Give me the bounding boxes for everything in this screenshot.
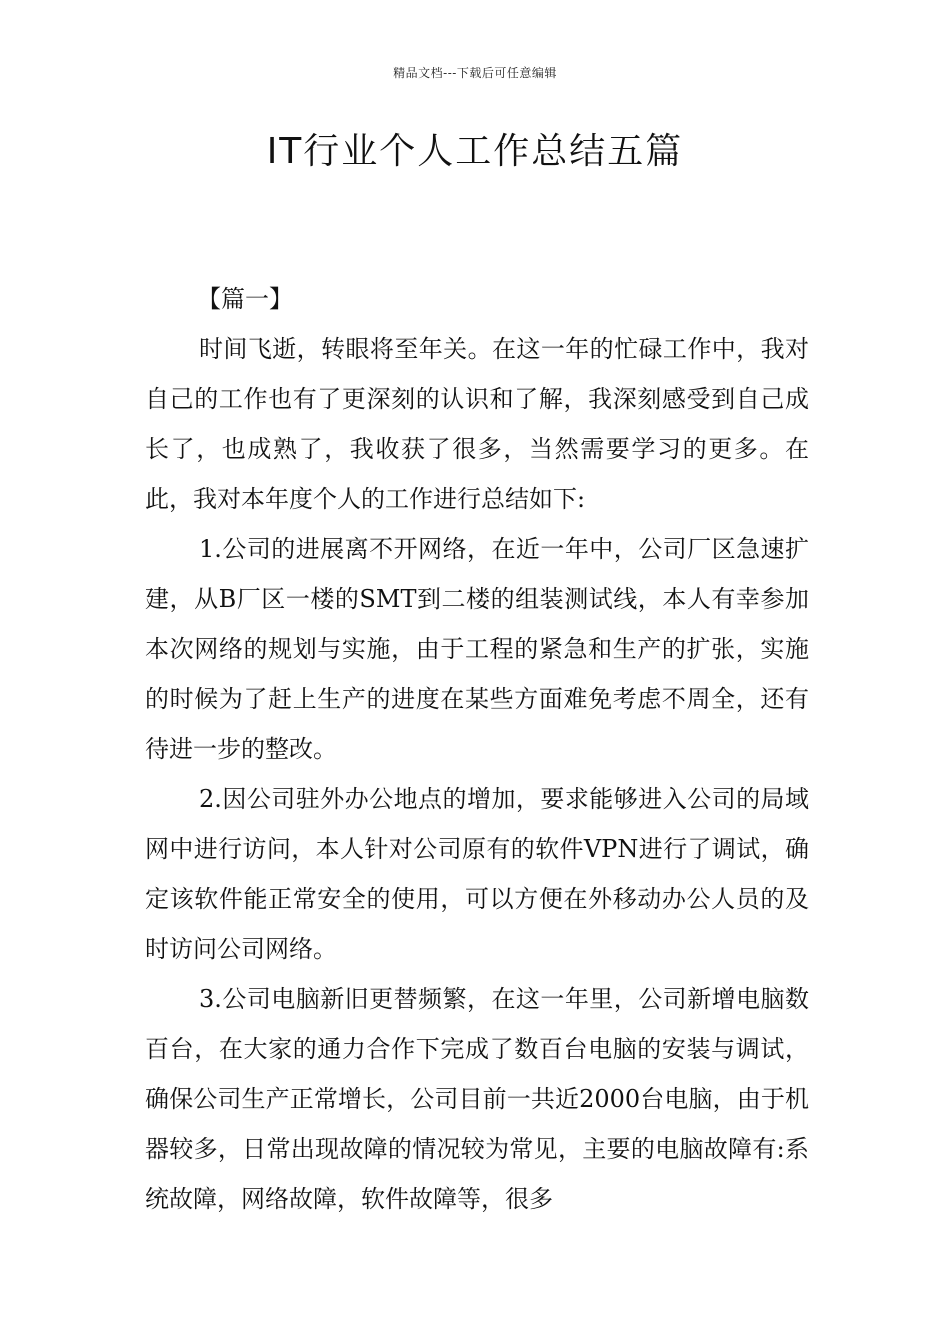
paragraph-item-2: 2.因公司驻外办公地点的增加，要求能够进入公司的局域网中进行访问，本人针对公司原有的软件VPN进行了调试，确定该软件能正常安全的使用，可以方便在外移动办公人员的及时访问公司网络。 (145, 785, 809, 963)
paragraph-item-3: 3.公司电脑新旧更替频繁，在这一年里，公司新增电脑数百台，在大家的通力合作下完成了数百台电脑的安装与调试，确保公司生产正常增长，公司目前一共近2000台电脑，由于机器较多，日常出现故障的情况较为常见，主要的电脑故障有:系统故障，网络故障，软件故障等，很多 (145, 985, 809, 1213)
document-body (145, 274, 809, 1224)
section-label: 【篇一】 (197, 285, 293, 313)
document-title: IT行业个人工作总结五篇 (266, 131, 684, 172)
header-note: 精品文档---下载后可任意编辑 (393, 66, 557, 80)
paragraph-item-1: 1.公司的进展离不开网络，在近一年中，公司厂区急速扩建，从B厂区一楼的SMT到二楼的组装测试线，本人有幸参加本次网络的规划与实施，由于工程的紧急和生产的扩张，实施的时候为了赶上生产的进度在某些方面难免考虑不周全，还有待进一步的整改。 (145, 535, 809, 763)
paragraph-intro: 时间飞逝，转眼将至年关。在这一年的忙碌工作中，我对自己的工作也有了更深刻的认识和了解，我深刻感受到自己成长了，也成熟了，我收获了很多，当然需要学习的更多。在此，我对本年度个人的工作进行总结如下: (145, 335, 809, 513)
